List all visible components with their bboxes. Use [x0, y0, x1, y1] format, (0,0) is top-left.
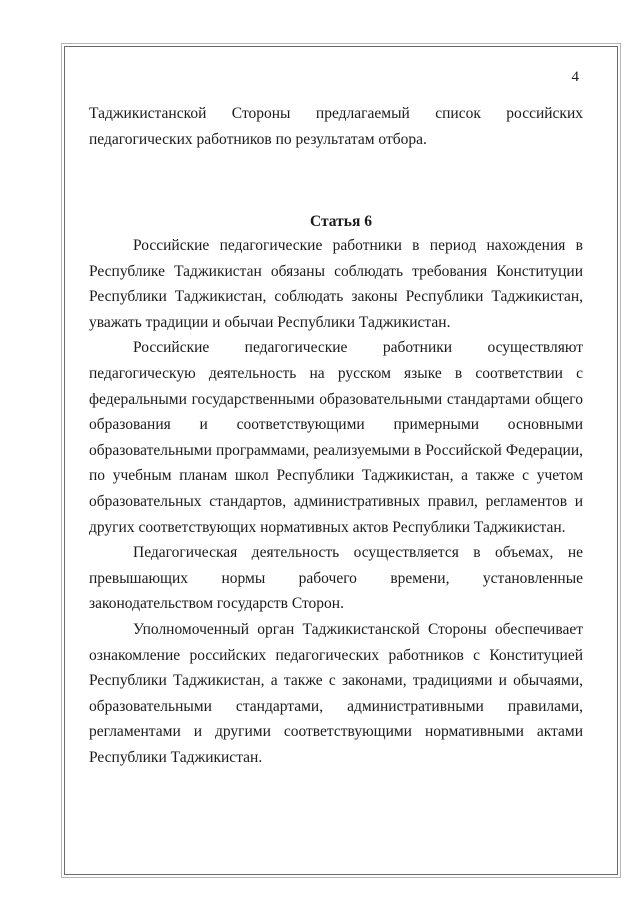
- article-body: [89, 233, 583, 770]
- article-title: Статья 6: [310, 213, 372, 230]
- continuation-paragraph: Таджикистанской Стороны предлагаемый список российских педагогических работников по результатам отбора.: [89, 105, 583, 148]
- document-page: [64, 46, 618, 875]
- article-paragraph-4: Уполномоченный орган Таджикистанской Стороны обеспечивает ознакомление российских педагогических работников с Конституцией Республики Таджикистан, а также с законами, традициями и обычаями, образовательными стандартами, административными правилами, регламентами и другими соответствующими нормативными актами Республики Таджикистан.: [89, 620, 583, 766]
- article-paragraph-3: Педагогическая деятельность осуществляется в объемах, не превышающих нормы рабочего времени, установленные законодательством государств Сторон.: [89, 544, 583, 613]
- article-paragraph-1: Российские педагогические работники в период нахождения в Республике Таджикистан обязаны соблюдать требования Конституции Республики Таджикистан, соблюдать законы Республики Таджикистан, уважать традиции и обычаи Республики Таджикистан.: [89, 237, 583, 331]
- article-paragraph-2: Российские педагогические работники осуществляют педагогическую деятельность на русском языке в соответствии с федеральными государственными образовательными стандартами общего образования и соответствующими примерными основными образовательными программами, реализуемыми в Российской Федерации, по учебным планам школ Республики Таджикистан, а также с учетом образовательных стандартов, административных правил, регламентов и других соответствующих нормативных актов Республики Таджикистан.: [89, 339, 583, 536]
- continuation-text-block: [89, 101, 583, 152]
- page-number: 4: [571, 69, 579, 85]
